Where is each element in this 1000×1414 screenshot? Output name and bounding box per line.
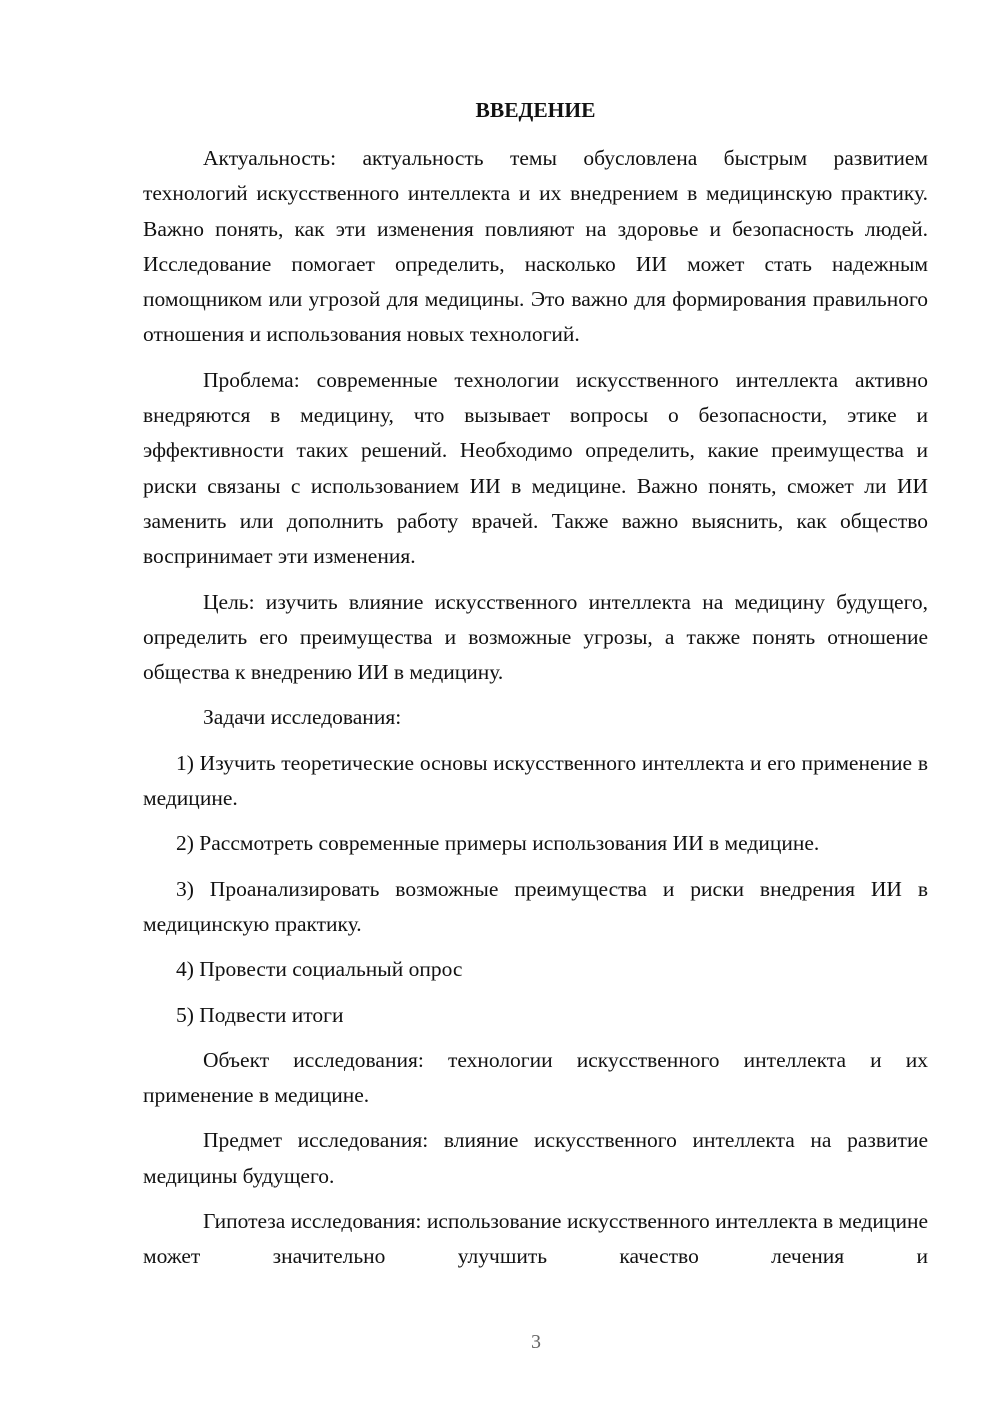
task-item-1: 1) Изучить теоретические основы искусственного интеллекта и его применение в медицине. [143,750,928,811]
task-item-3: 3) Проанализировать возможные преимущества и риски внедрения ИИ в медицинскую практику. [143,876,928,936]
object-paragraph: Объект исследования: технологии искусственного интеллекта и их применение в медицине. [143,1047,928,1108]
page-title: ВВЕДЕНИЕ [475,98,596,122]
goal-paragraph: Цель: изучить влияние искусственного интеллекта на медицину будущего, определить его преимущества и возможные угрозы, а также понять отношение общества к внедрению ИИ в медицину. [143,589,928,685]
task-item-4: 4) Провести социальный опрос [176,957,463,982]
hypothesis-paragraph: Гипотеза исследования: использование искусственного интеллекта в медицине может значительно улучшить качество лечения и [143,1209,928,1269]
page-content [143,92,928,1285]
task-item-2: 2) Рассмотреть современные примеры использования ИИ в медицине. [176,831,820,856]
relevance-paragraph: Актуальность: актуальность темы обусловлена быстрым развитием технологий искусственного интеллекта и их внедрением в медицинскую практику. Важно понять, как эти изменения повлияют на здоровье и безопасность людей. Исследование помогает определить, насколько ИИ может стать надежным помощником или угрозой для медицины. Это важно для формирования правильного отношения и использования новых технологий. [143,146,928,347]
subject-paragraph: Предмет исследования: влияние искусственного интеллекта на развитие медицины будущего. [143,1128,928,1188]
tasks-heading: Задачи исследования: [203,705,402,730]
problem-paragraph: Проблема: современные технологии искусственного интеллекта активно внедряются в медицину, что вызывает вопросы о безопасности, этике и эффективности таких решений. Необходимо определить, какие преимущества и риски связаны с использованием ИИ в медицине. Важно понять, сможет ли ИИ заменить или дополнить работу врачей. Также важно выяснить, как общество воспринимает эти изменения. [143,367,928,569]
task-item-5: 5) Подвести итоги [176,1002,344,1027]
page-number: 3 [531,1331,541,1353]
